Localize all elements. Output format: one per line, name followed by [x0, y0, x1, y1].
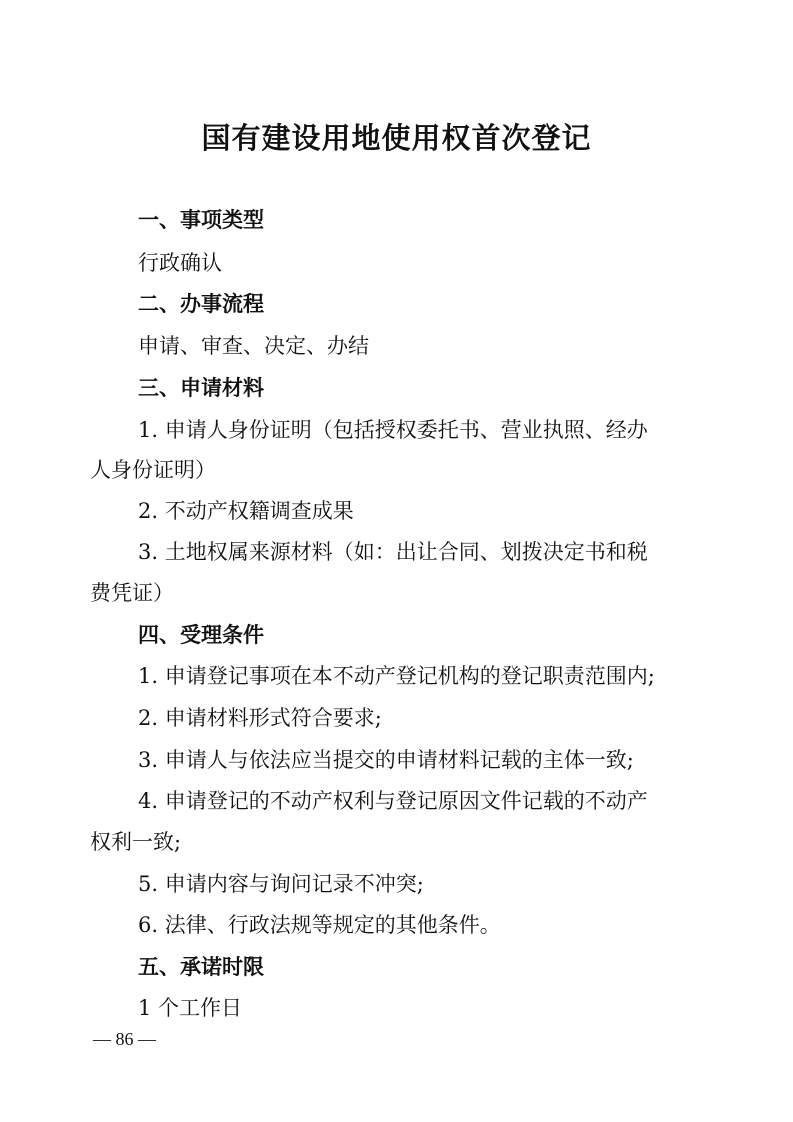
condition-item-1: 1. 申请登记事项在本不动产登记机构的登记职责范围内; [138, 664, 655, 688]
material-item-1-line-1: 1. 申请人身份证明（包括授权委托书、营业执照、经办 [138, 418, 648, 442]
page-title: 国有建设用地使用权首次登记 [201, 121, 592, 155]
condition-item-6: 6. 法律、行政法规等规定的其他条件。 [138, 913, 501, 937]
condition-item-3: 3. 申请人与依法应当提交的申请材料记载的主体一致; [138, 748, 634, 772]
section-heading-item-type: 一、事项类型 [138, 208, 264, 232]
material-item-3-line-1: 3. 土地权属来源材料（如：出让合同、划拨决定书和税 [138, 540, 648, 564]
section-heading-time-limit: 五、承诺时限 [138, 955, 264, 979]
item-type-value: 行政确认 [138, 251, 222, 275]
material-item-3-line-2: 费凭证） [90, 581, 174, 605]
condition-item-4-line-2: 权利一致; [90, 830, 182, 854]
section-heading-conditions: 四、受理条件 [138, 623, 264, 647]
condition-item-2: 2. 申请材料形式符合要求; [138, 706, 382, 730]
time-limit-value: 1 个工作日 [138, 996, 243, 1020]
process-value: 申请、审查、决定、办结 [138, 334, 369, 358]
material-item-1-line-2: 人身份证明） [90, 458, 216, 482]
condition-item-5: 5. 申请内容与询问记录不冲突; [138, 872, 424, 896]
section-heading-process: 二、办事流程 [138, 292, 264, 316]
section-heading-materials: 三、申请材料 [138, 376, 264, 400]
material-item-2: 2. 不动产权籍调查成果 [138, 499, 354, 523]
condition-item-4-line-1: 4. 申请登记的不动产权利与登记原因文件记载的不动产 [138, 789, 648, 813]
page-number: — 86 — [93, 1029, 156, 1049]
